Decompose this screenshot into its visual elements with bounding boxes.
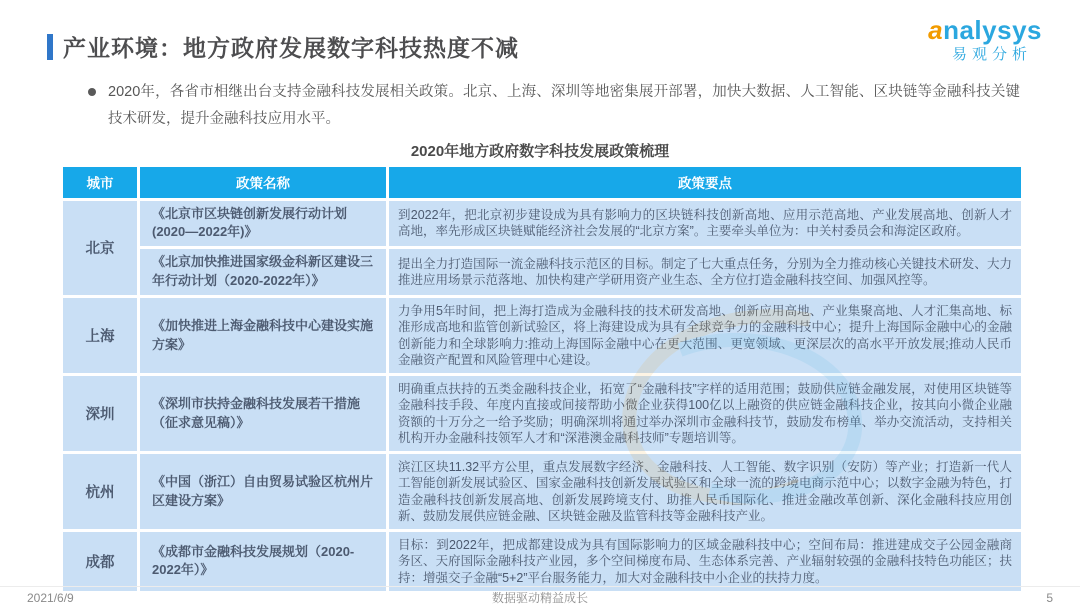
brand-logo [928,16,1042,63]
title-accent-bar [47,34,53,60]
intro-text: 2020年，各省市相继出台支持金融科技发展相关政策。北京、上海、深圳等地密集展开部署，加快大数据、人工智能、区块链等金融科技关键技术研发，提升金融科技应用水平。 [108,84,1020,127]
footer-page-number: 5 [1046,590,1053,605]
table-row [63,376,1021,451]
bullet-dot-icon [88,88,96,96]
column-header-policy-name: 政策名称 [140,167,386,198]
intro-bullet-item [88,79,1020,133]
city-cell-shanghai: 上海 [63,298,137,373]
policy-points-cell: 明确重点扶持的五类金融科技企业，拓宽了“金融科技”字样的适用范围；鼓励供应链金融发展，对使用区块链等金融科技手段、年度内直接或间接帮助小微企业获得100亿以上融资的供应链金融科技企业，按其向小微企业融资额的十万分之一给予奖励；明确深圳将通过举办深圳市金融科技节，鼓励发布榜单、举办交流活动，支持相关机构开办金融科技领军人才和“深港澳金融科技师”专题培训等。 [389,376,1021,451]
brand-logo-chinese: 易观分析 [952,45,1033,63]
policy-points-cell: 滨江区块11.32平方公里，重点发展数字经济、金融科技、人工智能、数字识别（安防）等产业；打造新一代人工智能创新发展试验区、国家金融科技创新发展试验区和全球一流的跨境电商示范中心；以数字金融为特色，打造金融科技创新发展高地、创新发展跨境支付、助推人民币国际化、推进金融改革创新、深化金融科技应用创新、鼓励发展供应链金融、区块链金融及监管科技等金融科技产业。 [389,454,1021,529]
policy-name-cell: 《深圳市扶持金融科技发展若干措施（征求意见稿）》 [140,376,386,451]
footer-slogan: 数据驱动精益成长 [491,591,588,605]
footer-date: 2021/6/9 [27,590,74,605]
table-row [63,249,1021,295]
city-cell-chengdu: 成都 [63,532,137,591]
title-row [0,0,1080,63]
brand-logo-a-glyph: a [928,15,944,45]
table-title: 2020年地方政府数字科技发展政策梳理 [410,142,670,160]
policy-table [60,164,1024,594]
city-cell-beijing: 北京 [63,201,137,295]
policy-points-cell: 目标：到2022年，把成都建设成为具有国际影响力的区域金融科技中心；空间布局：推进建成交子公园金融商务区、天府国际金融科技产业园，多个空间梯度布局、生态体系完善、产业辐射较强的金融科技特色功能区；扶持：增强交子金融“5+2”平台服务能力，加大对金融科技中小企业的扶持力度。 [389,532,1021,591]
brand-logo-rest: nalysys [943,15,1042,45]
city-cell-hangzhou: 杭州 [63,454,137,529]
city-cell-shenzhen: 深圳 [63,376,137,451]
policy-name-cell: 《北京市区块链创新发展行动计划(2020—2022年)》 [140,201,386,247]
policy-points-cell: 提出全力打造国际一流金融科技示范区的目标。制定了七大重点任务，分别为全力推动核心关键技术研发、大力推进应用场景示范落地、加快构建产学研用资产业生态、全方位打造金融科技空间、加强风控等。 [389,249,1021,295]
policy-name-cell: 《加快推进上海金融科技中心建设实施方案》 [140,298,386,373]
table-row [63,532,1021,591]
table-header-row [63,167,1021,198]
column-header-city: 城市 [63,167,137,198]
policy-points-cell: 力争用5年时间，把上海打造成为金融科技的技术研发高地、创新应用高地、产业集聚高地、人才汇集高地、标准形成高地和监管创新试验区，将上海建设成为具有全球竞争力的金融科技中心；提升上海国际金融中心的金融创新能力和全球影响力:推动上海国际金融中心在更大范围、更宽领域、更深层次的高水平开放发展;推动人民币金融资产配置和风险管理中心建设。 [389,298,1021,373]
slide-footer [0,586,1080,608]
brand-logo-wordmark [928,16,1042,45]
policy-name-cell: 《中国（浙江）自由贸易试验区杭州片区建设方案》 [140,454,386,529]
policy-points-cell: 到2022年，把北京初步建设成为具有影响力的区块链科技创新高地、应用示范高地、产业发展高地、创新人才高地，率先形成区块链赋能经济社会发展的“北京方案”。主要牵头单位为：中关村委员会和海淀区政府。 [389,201,1021,247]
table-row [63,454,1021,529]
table-row [63,298,1021,373]
table-row [63,201,1021,247]
page-title: 产业环境：地方政府发展数字科技热度不减 [63,35,519,61]
policy-name-cell: 《成都市金融科技发展规划（2020-2022年）》 [140,532,386,591]
column-header-policy-points: 政策要点 [389,167,1021,198]
policy-name-cell: 《北京加快推进国家级金科新区建设三年行动计划（2020-2022年）》 [140,249,386,295]
